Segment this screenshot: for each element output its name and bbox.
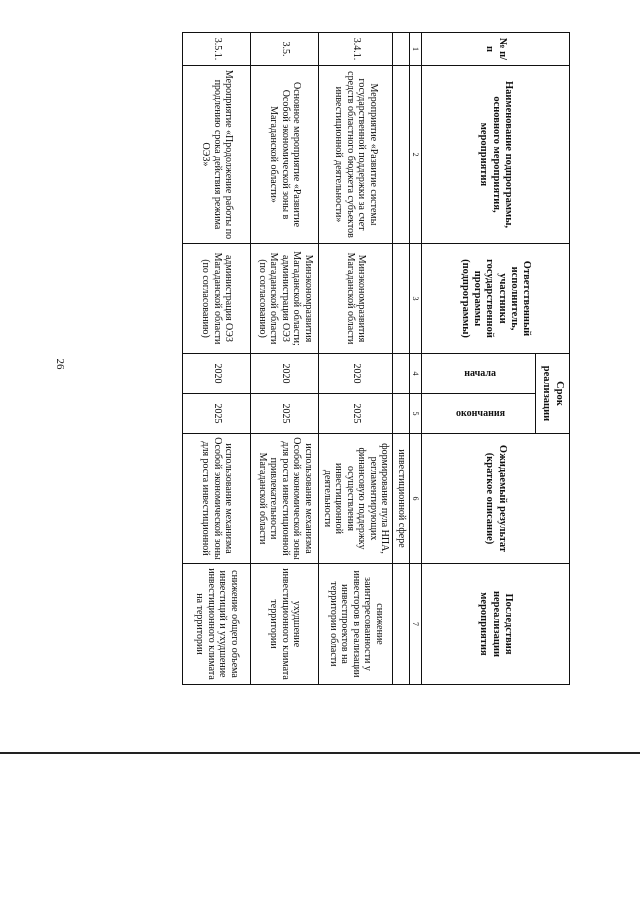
table-container	[190, 32, 570, 684]
row-num: 3.5.1.	[183, 33, 251, 66]
row-name: Мероприятие «Продолжение работы по продлению срока действия режима ОЭЗ»	[183, 66, 251, 244]
header-name: Наименование подпрограммы, основного мероприятия, мероприятия	[422, 66, 570, 244]
carry-cell	[393, 564, 410, 685]
header-responsible: Ответственный исполнитель, участники государственной программы (подпрограммы)	[422, 244, 570, 354]
column-number: 6	[409, 434, 421, 564]
header-result: Ожидаемый результат (краткое описание)	[422, 434, 570, 564]
column-number: 2	[409, 66, 421, 244]
row-num: 3.5.	[251, 33, 319, 66]
column-number: 7	[409, 564, 421, 685]
rotated-table	[190, 32, 570, 684]
row-consequences: снижение общего объема инвестиций и ухудшение инвестиционного климата на территории	[183, 564, 251, 685]
page-number: 26	[54, 358, 66, 370]
column-number: 1	[409, 33, 421, 66]
table-row	[319, 33, 393, 685]
row-end: 2025	[183, 394, 251, 434]
header-period: Срок реализации	[536, 354, 570, 434]
measures-table	[182, 32, 570, 685]
carry-cell	[393, 33, 410, 66]
row-name: Мероприятие «Развитие системы государственной поддержки за счет средств областного бюджета субъектов инвестиционной деятельности»	[319, 66, 393, 244]
table-row	[251, 33, 319, 685]
carry-over-row	[393, 33, 410, 685]
header-end	[422, 394, 536, 434]
header-end-label: окончания	[455, 407, 505, 419]
carry-cell	[393, 354, 410, 394]
row-responsible: администрация ОЭЗ Магаданской области (по согласованию)	[183, 244, 251, 354]
row-result: использование механизма Особой экономической зоны для роста инвестиционной	[183, 434, 251, 564]
row-result: формирование пула НПА, регламентирующих финансовую поддержку осуществления инвестиционной деятельности	[319, 434, 393, 564]
row-result: использование механизма Особой экономической зоны для роста инвестиционной привлекательности Магаданской области	[251, 434, 319, 564]
carry-cell	[393, 244, 410, 354]
row-num: 3.4.1.	[319, 33, 393, 66]
header-start-label: начала	[464, 367, 497, 379]
row-start: 2020	[183, 354, 251, 394]
row-responsible: Минэкономразвития Магаданской области	[319, 244, 393, 354]
row-end: 2025	[251, 394, 319, 434]
column-number: 3	[409, 244, 421, 354]
footer-divider	[0, 752, 640, 754]
header-start	[422, 354, 536, 394]
header-num: № п/п	[422, 33, 570, 66]
row-consequences: ухудшение инвестиционного климата территории	[251, 564, 319, 685]
row-responsible: Минэкономразвития Магаданской области; администрация ОЭЗ Магаданской области (по согласованию)	[251, 244, 319, 354]
carry-cell	[393, 66, 410, 244]
column-number: 5	[409, 394, 421, 434]
header-consequences: Последствия нереализации мероприятия	[422, 564, 570, 685]
carry-cell	[393, 394, 410, 434]
column-number: 4	[409, 354, 421, 394]
table-row	[183, 33, 251, 685]
carry-cell: инвестиционной сфере	[393, 434, 410, 564]
row-consequences: снижение заинтересованности у инвесторов в реализации инвестпроектов на территории области	[319, 564, 393, 685]
row-start: 2020	[251, 354, 319, 394]
row-end: 2025	[319, 394, 393, 434]
row-name: Основное мероприятие «Развитие Особой экономической зоны в Магаданской области»	[251, 66, 319, 244]
row-start: 2020	[319, 354, 393, 394]
